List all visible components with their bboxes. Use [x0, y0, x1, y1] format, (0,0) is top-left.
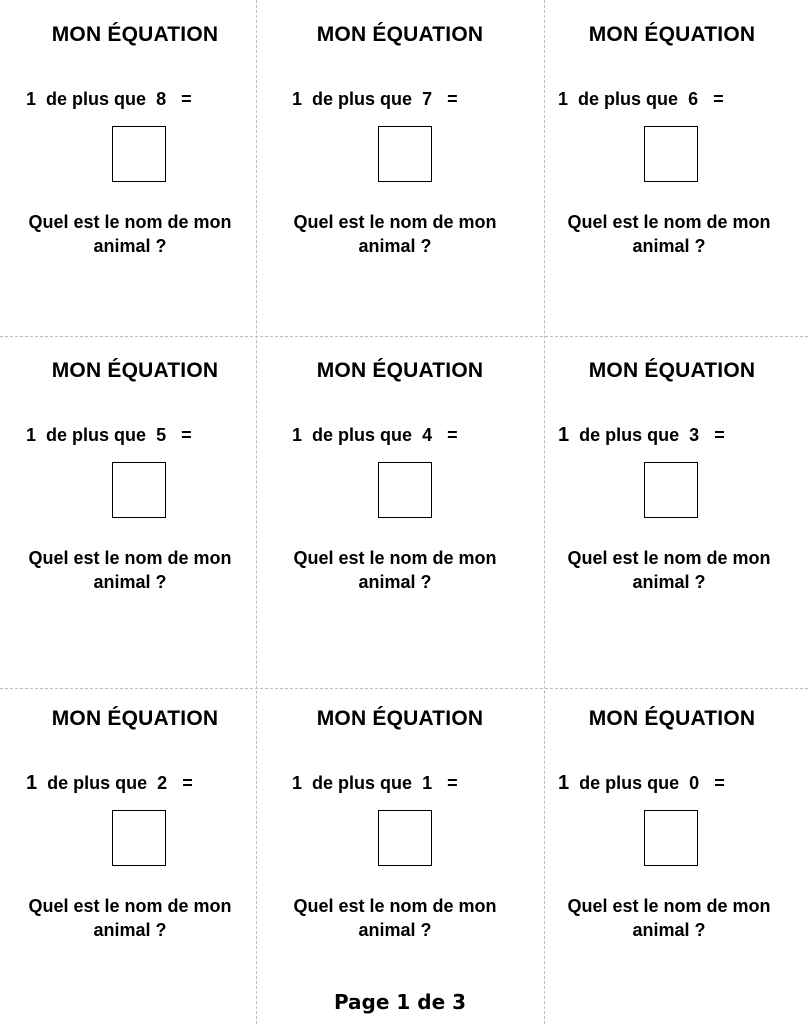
equation-equals: =: [447, 89, 458, 109]
answer-box[interactable]: [644, 126, 698, 182]
cut-line-horizontal-1: [0, 336, 808, 337]
answer-box[interactable]: [378, 810, 432, 866]
equation-lead: 1: [292, 425, 303, 445]
equation-number: 5: [156, 425, 167, 445]
equation-lead: 1: [558, 424, 570, 446]
cut-line-vertical-1: [256, 0, 257, 1024]
question-text: Quel est le nom de mon animal ?: [28, 212, 232, 256]
answer-box[interactable]: [378, 462, 432, 518]
equation-lead: 1: [26, 89, 37, 109]
equation-lead: 1: [26, 772, 38, 794]
card-title: MON ÉQUATION: [51, 23, 219, 46]
answer-box[interactable]: [378, 126, 432, 182]
card-title: MON ÉQUATION: [588, 359, 756, 382]
equation-lead: 1: [292, 89, 303, 109]
equation-equals: =: [714, 425, 725, 445]
equation-phrase: de plus que: [312, 89, 413, 109]
card-title: MON ÉQUATION: [588, 23, 756, 46]
equation-equals: =: [181, 425, 192, 445]
equation-text: [292, 772, 562, 794]
question-text: Quel est le nom de mon animal ?: [293, 548, 497, 592]
equation-text: [292, 88, 562, 110]
equation-number: 8: [156, 89, 167, 109]
card-title: MON ÉQUATION: [316, 23, 484, 46]
equation-number: 0: [689, 773, 700, 793]
equation-number: 7: [422, 89, 433, 109]
question-text: Quel est le nom de mon animal ?: [293, 896, 497, 940]
equation-text: [558, 424, 808, 446]
equation-text: [26, 772, 296, 794]
question-text: Quel est le nom de mon animal ?: [567, 212, 771, 256]
equation-equals: =: [447, 773, 458, 793]
equation-text: [26, 88, 296, 110]
equation-phrase: de plus que: [312, 773, 413, 793]
answer-box[interactable]: [644, 462, 698, 518]
equation-phrase: de plus que: [579, 773, 680, 793]
card-title: MON ÉQUATION: [588, 707, 756, 730]
equation-equals: =: [182, 773, 193, 793]
equation-phrase: de plus que: [47, 773, 148, 793]
card-title: MON ÉQUATION: [51, 359, 219, 382]
cut-line-horizontal-2: [0, 688, 808, 689]
question-text: Quel est le nom de mon animal ?: [567, 896, 771, 940]
equation-phrase: de plus que: [46, 89, 147, 109]
question-text: Quel est le nom de mon animal ?: [28, 896, 232, 940]
page-number-label: Page 1 de 3: [333, 990, 467, 1014]
equation-phrase: de plus que: [578, 89, 679, 109]
answer-box[interactable]: [112, 462, 166, 518]
answer-box[interactable]: [644, 810, 698, 866]
equation-equals: =: [181, 89, 192, 109]
question-text: Quel est le nom de mon animal ?: [293, 212, 497, 256]
equation-text: [558, 88, 808, 110]
equation-equals: =: [447, 425, 458, 445]
equation-number: 3: [689, 425, 700, 445]
equation-lead: 1: [26, 425, 37, 445]
answer-box[interactable]: [112, 810, 166, 866]
equation-number: 4: [422, 425, 433, 445]
equation-number: 2: [157, 773, 168, 793]
question-text: Quel est le nom de mon animal ?: [567, 548, 771, 592]
equation-equals: =: [713, 89, 724, 109]
equation-phrase: de plus que: [312, 425, 413, 445]
equation-text: [558, 772, 808, 794]
answer-box[interactable]: [112, 126, 166, 182]
equation-equals: =: [714, 773, 725, 793]
cut-line-vertical-2: [544, 0, 545, 1024]
equation-number: 1: [422, 773, 433, 793]
card-title: MON ÉQUATION: [316, 707, 484, 730]
card-title: MON ÉQUATION: [316, 359, 484, 382]
equation-phrase: de plus que: [46, 425, 147, 445]
question-text: Quel est le nom de mon animal ?: [28, 548, 232, 592]
equation-lead: 1: [558, 89, 569, 109]
equation-text: [292, 424, 562, 446]
equation-lead: 1: [292, 773, 303, 793]
card-title: MON ÉQUATION: [51, 707, 219, 730]
equation-number: 6: [688, 89, 699, 109]
equation-text: [26, 424, 296, 446]
equation-phrase: de plus que: [579, 425, 680, 445]
equation-lead: 1: [558, 772, 570, 794]
